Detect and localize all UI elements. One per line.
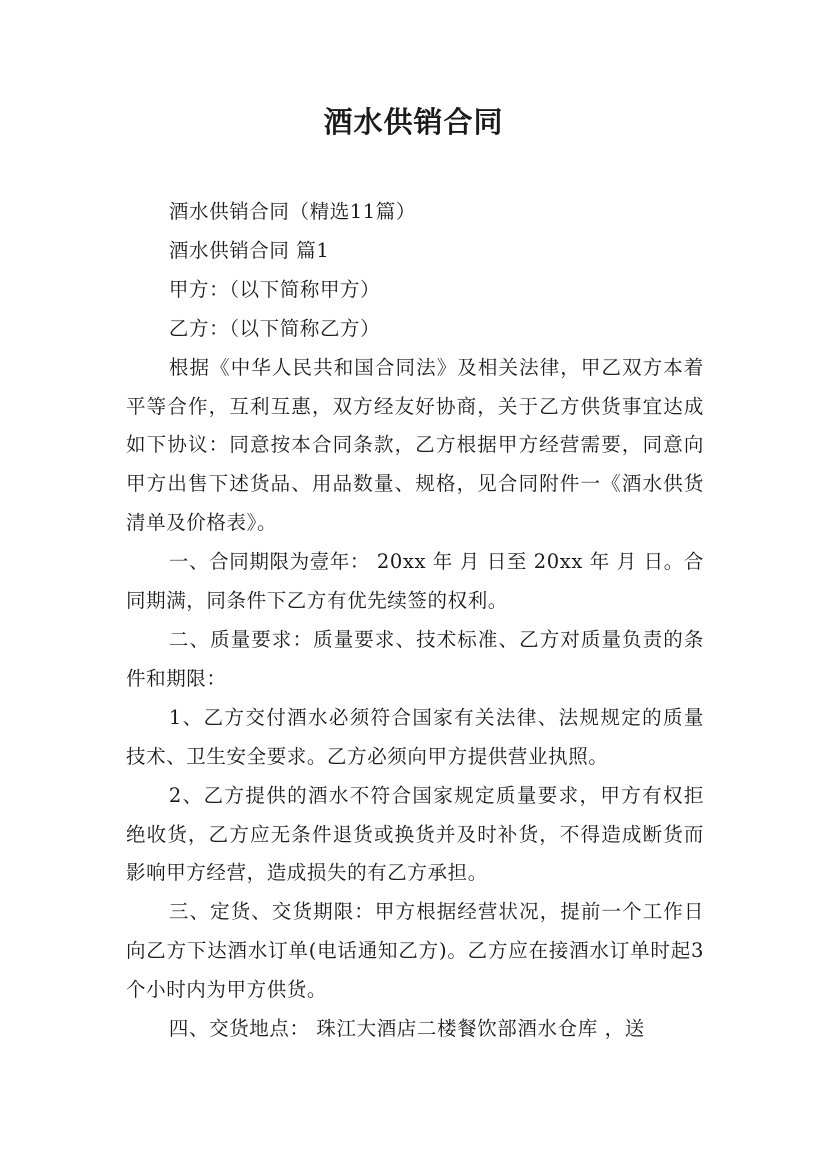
paragraph-quality-requirements: 二、质量要求：质量要求、技术标准、乙方对质量负责的条件和期限： <box>126 627 704 690</box>
document-title: 酒水供销合同 <box>323 105 504 139</box>
paragraph-contract-term: 一、合同期限为壹年： 20xx 年 月 日至 20xx 年 月 日。合同期满，同条件下乙方有优先续签的权利。 <box>126 550 704 613</box>
paragraph-quality-item-1: 1、乙方交付酒水必须符合国家有关法律、法规规定的质量技术、卫生安全要求。乙方必须向甲方提供营业执照。 <box>126 705 704 768</box>
paragraph-party-b: 乙方：（以下简称乙方） <box>168 316 381 340</box>
paragraph-section-heading: 酒水供销合同 篇1 <box>168 238 330 262</box>
paragraph-delivery-location: 四、交货地点： 珠江大酒店二楼餐饮部酒水仓库 ，送 <box>168 1017 645 1041</box>
paragraph-subtitle: 酒水供销合同（精选11篇） <box>168 200 417 223</box>
paragraph-party-a: 甲方：（以下简称甲方） <box>168 277 381 301</box>
paragraph-quality-item-2: 2、乙方提供的酒水不符合国家规定质量要求，甲方有权拒绝收货，乙方应无条件退货或换货并及时补货，不得造成断货而影响甲方经营，造成损失的有乙方承担。 <box>126 783 704 885</box>
document-body <box>126 193 704 1049</box>
paragraph-preamble: 根据《中华人民共和国合同法》及相关法律，甲乙双方本着平等合作，互利互惠，双方经友好协商，关于乙方供货事宜达成如下协议：同意按本合同条款，乙方根据甲方经营需要，同意向甲方出售下述货品、用品数量、规格，见合同附件一《酒水供货清单及价格表》。 <box>126 355 704 535</box>
paragraph-ordering-delivery: 三、定货、交货期限：甲方根据经营状况，提前一个工作日向乙方下达酒水订单(电话通知乙方)。乙方应在接酒水订单时起3个小时内为甲方供货。 <box>126 900 704 1002</box>
